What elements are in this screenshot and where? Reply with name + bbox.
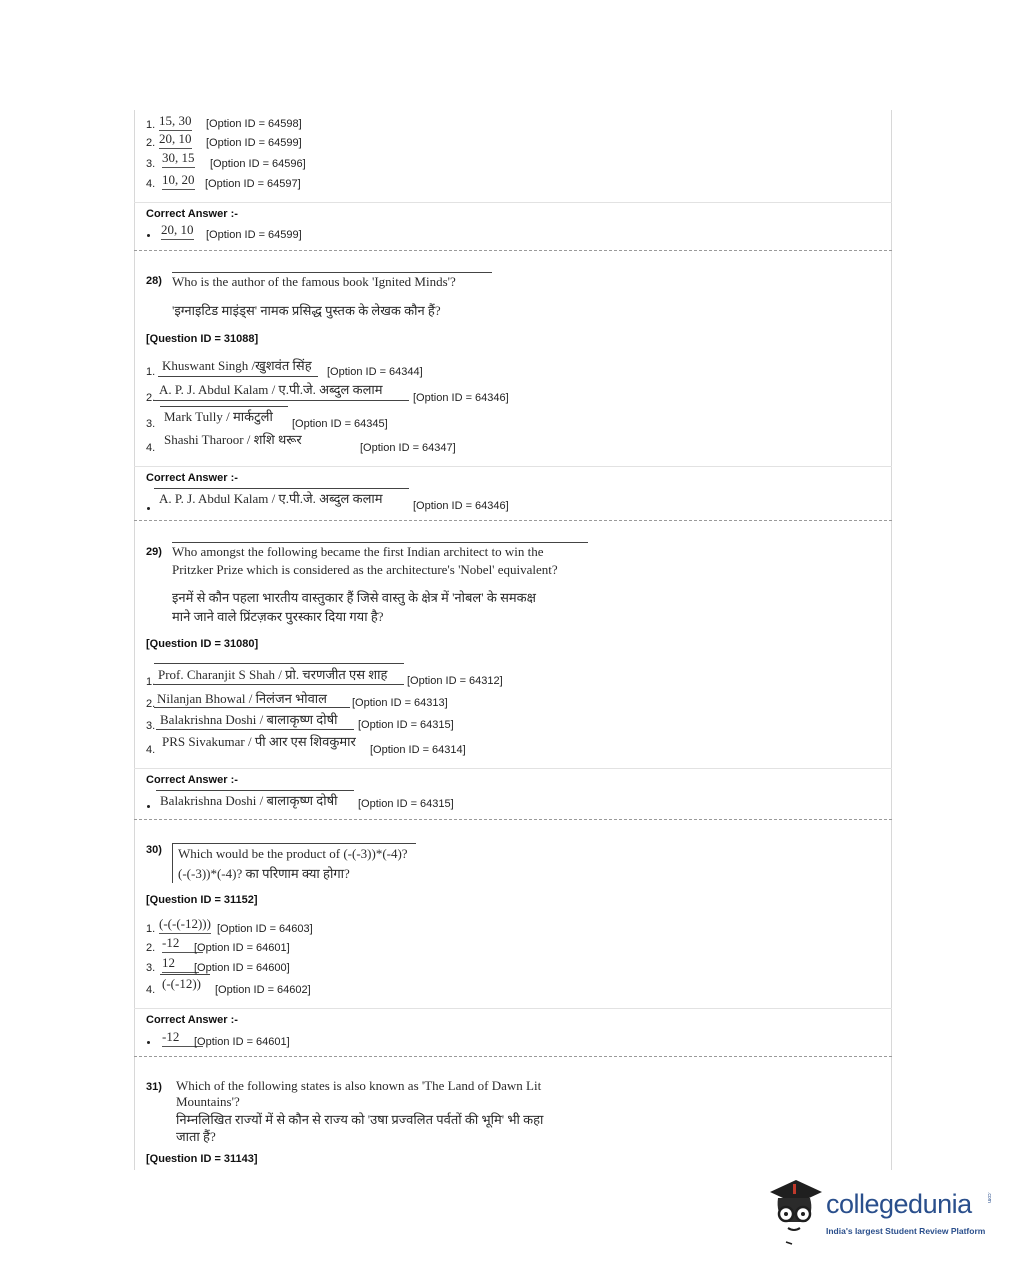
question-number: 31): [146, 1081, 162, 1093]
bullet: [147, 805, 150, 808]
divider: [134, 466, 892, 467]
question-separator: [134, 520, 892, 521]
option-number: 2.: [146, 137, 156, 149]
option-text: PRS Sivakumar / पी आर एस शिवकुमार: [162, 734, 356, 749]
correct-answer-label: Correct Answer :-: [146, 208, 238, 220]
option-text: Khuswant Singh /खुशवंत सिंह: [162, 358, 312, 373]
question-number: 29): [146, 546, 162, 558]
correct-answer-text: 20, 10: [161, 222, 194, 240]
option-number: 1.: [146, 676, 156, 688]
correct-answer-label: Correct Answer :-: [146, 1014, 238, 1026]
option-text: Balakrishna Doshi / बालाकृष्ण दोषी: [160, 712, 338, 727]
option-id: [Option ID = 64601]: [194, 942, 290, 954]
option-id: [Option ID = 64347]: [360, 442, 456, 454]
page-right-border: [891, 110, 892, 1170]
question-text-english: Who is the author of the famous book 'Ignited Minds'?: [172, 274, 456, 289]
divider: [134, 1008, 892, 1009]
option-id: [Option ID = 64346]: [413, 392, 509, 404]
option-number: 3.: [146, 158, 156, 170]
brand-domain: .com: [986, 1192, 992, 1203]
brand-name: collegedunia: [826, 1189, 972, 1219]
option-number: 1.: [146, 119, 156, 131]
question-number: 28): [146, 275, 162, 287]
option-text: 12: [162, 955, 199, 973]
option-number: 1.: [146, 366, 156, 378]
option-text: Nilanjan Bhowal / निलंजन भोवाल: [157, 691, 327, 706]
option-text: (-(-(-12))): [159, 916, 211, 934]
option-rule: [154, 684, 404, 685]
page-left-border: [134, 110, 135, 1170]
option-rule: [160, 974, 210, 975]
option-number: 2.: [146, 942, 156, 954]
option-id: [Option ID = 64596]: [210, 158, 306, 170]
question-text-english: Which of the following states is also known as 'The Land of Dawn Lit: [176, 1078, 542, 1093]
question-text-english: Pritzker Prize which is considered as the architecture's 'Nobel' equivalent?: [172, 562, 558, 577]
divider: [134, 768, 892, 769]
question-rule: [172, 272, 492, 273]
option-id: [Option ID = 64312]: [407, 675, 503, 687]
correct-answer-label: Correct Answer :-: [146, 472, 238, 484]
question-border: [172, 843, 173, 883]
option-rule: [158, 376, 318, 377]
question-text-english: Which would be the product of (-(-3))*(-4)?: [178, 846, 408, 861]
question-text-hindi: माने जाने वाले प्रिंटज़कर पुरस्कार दिया गया है?: [172, 609, 384, 624]
option-text: (-(-12)): [162, 976, 201, 991]
option-text: 15, 30: [159, 113, 192, 131]
divider: [134, 202, 892, 203]
question-text-hindi: 'इग्नाइटिड माइंड्स' नामक प्रसिद्ध पुस्तक के लेखक कौन हैं?: [172, 303, 441, 318]
option-id: [Option ID = 64313]: [352, 697, 448, 709]
option-id: [Option ID = 64602]: [215, 984, 311, 996]
question-separator: [134, 819, 892, 820]
question-id: [Question ID = 31088]: [146, 333, 259, 345]
option-number: 1.: [146, 923, 156, 935]
option-id: [Option ID = 64344]: [327, 366, 423, 378]
question-text-english: Who amongst the following became the first Indian architect to win the: [172, 544, 544, 559]
option-text: Prof. Charanjit S Shah / प्रो. चरणजीत एस शाह: [158, 667, 388, 682]
option-rule: [154, 400, 409, 401]
option-number: 2.: [146, 698, 156, 710]
option-rule: [154, 663, 404, 664]
option-id: [Option ID = 64599]: [206, 137, 302, 149]
bullet: [147, 234, 150, 237]
option-number: 3.: [146, 962, 156, 974]
correct-answer-id: [Option ID = 64599]: [206, 229, 302, 241]
correct-answer-text: -12: [162, 1029, 203, 1047]
option-rule: [154, 707, 350, 708]
option-text: 30, 15: [162, 150, 195, 168]
option-id: [Option ID = 64315]: [358, 719, 454, 731]
option-number: 4.: [146, 744, 156, 756]
correct-answer-label: Correct Answer :-: [146, 774, 238, 786]
correct-answer-text: Balakrishna Doshi / बालाकृष्ण दोषी: [160, 793, 338, 808]
question-text-english: Mountains'?: [176, 1094, 240, 1109]
option-id: [Option ID = 64600]: [194, 962, 290, 974]
question-text-hindi: इनमें से कौन पहला भारतीय वास्तुकार हैं जिसे वास्तु के क्षेत्र में 'नोबल' के समकक्ष: [172, 590, 536, 605]
option-id: [Option ID = 64314]: [370, 744, 466, 756]
question-rule: [172, 542, 588, 543]
question-id: [Question ID = 31143]: [146, 1153, 258, 1165]
option-number: 3.: [146, 720, 156, 732]
option-id: [Option ID = 64597]: [205, 178, 301, 190]
option-rule: [156, 729, 354, 730]
correct-answer-id: [Option ID = 64346]: [413, 500, 509, 512]
bullet: [147, 1041, 150, 1044]
option-id: [Option ID = 64603]: [217, 923, 313, 935]
option-text: 20, 10: [159, 131, 192, 149]
question-id: [Question ID = 31152]: [146, 894, 258, 906]
option-number: 2.: [146, 392, 156, 404]
option-text: Shashi Tharoor / शशि थरूर: [164, 432, 302, 447]
question-separator: [134, 1056, 892, 1057]
bullet: [147, 507, 150, 510]
option-rule: [160, 406, 288, 407]
option-text: A. P. J. Abdul Kalam / ए.पी.जे. अब्दुल कलाम: [159, 382, 383, 397]
option-text: 10, 20: [162, 172, 195, 190]
option-text: -12: [162, 935, 203, 953]
option-number: 4.: [146, 442, 156, 454]
option-number: 4.: [146, 178, 156, 190]
option-text: Mark Tully / मार्कटुली: [164, 409, 273, 424]
question-paper-page: [134, 110, 892, 1170]
option-number: 3.: [146, 418, 156, 430]
collegedunia-logo: [766, 1178, 996, 1250]
question-text-hindi: (-(-3))*(-4)? का परिणाम क्या होगा?: [178, 866, 350, 881]
question-id: [Question ID = 31080]: [146, 638, 259, 650]
mascot-icon: [766, 1178, 824, 1248]
question-rule: [172, 843, 416, 844]
option-id: [Option ID = 64598]: [206, 118, 302, 130]
option-number: 4.: [146, 984, 156, 996]
question-number: 30): [146, 844, 162, 856]
question-text-hindi: जाता हैं?: [176, 1129, 216, 1144]
brand-tagline: India's largest Student Review Platform: [826, 1226, 986, 1236]
correct-answer-id: [Option ID = 64601]: [194, 1036, 290, 1048]
option-id: [Option ID = 64345]: [292, 418, 388, 430]
correct-answer-text: A. P. J. Abdul Kalam / ए.पी.जे. अब्दुल कलाम: [159, 491, 383, 506]
question-separator: [134, 250, 892, 251]
question-text-hindi: निम्नलिखित राज्यों में से कौन से राज्य को 'उषा प्रज्वलित पर्वतों की भूमि' भी कहा: [176, 1112, 544, 1127]
correct-answer-id: [Option ID = 64315]: [358, 798, 454, 810]
